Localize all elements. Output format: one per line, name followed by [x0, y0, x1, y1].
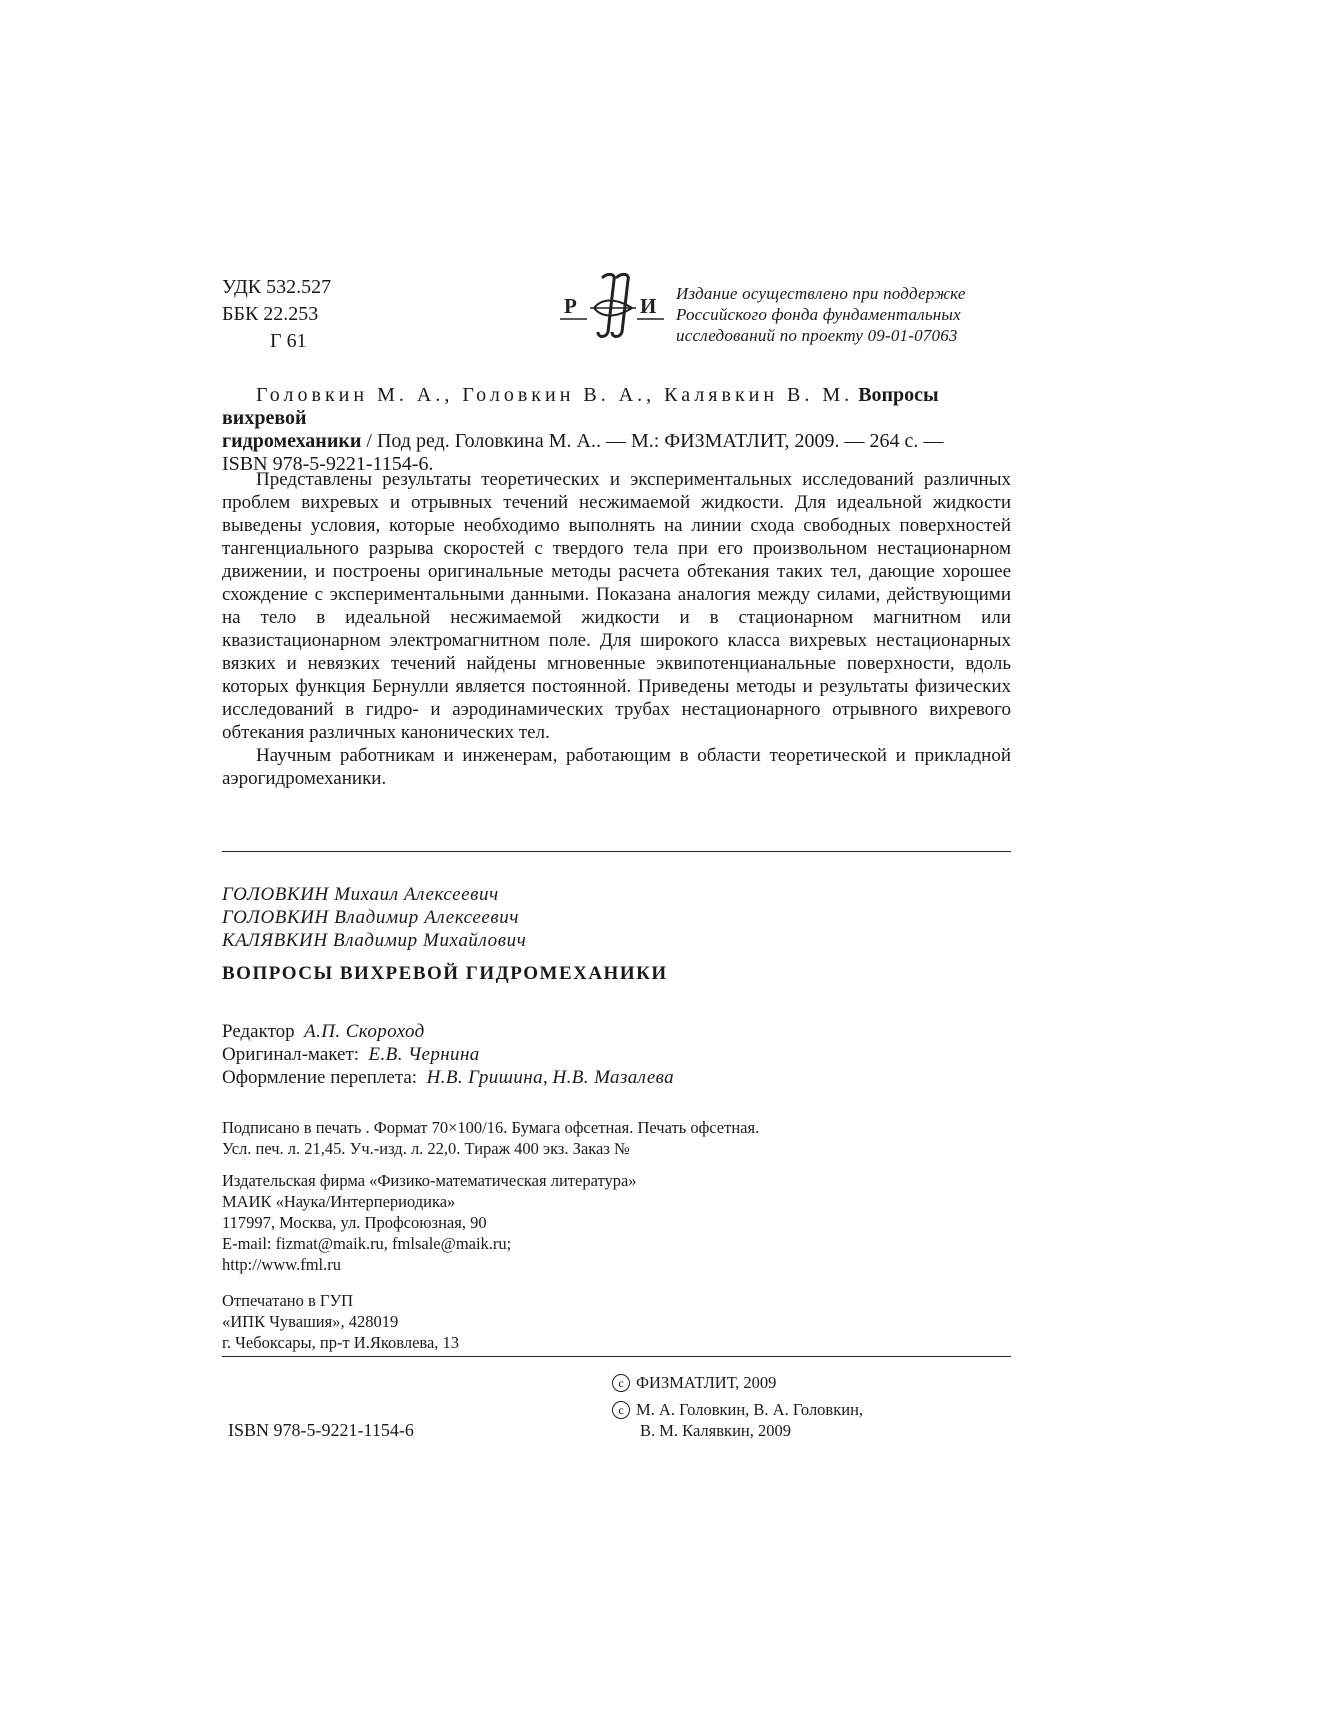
copyright-icon: c: [612, 1401, 630, 1419]
author-name: ГОЛОВКИН Владимир Алексеевич: [222, 907, 520, 928]
print-info: [222, 1117, 759, 1159]
layout-label: Оригинал-макет:: [222, 1044, 360, 1065]
copyright-line: М. А. Головкин, В. А. Головкин,: [636, 1400, 864, 1419]
abstract: [222, 468, 1011, 790]
cover-designer: Н.В. Гришина: [426, 1067, 544, 1088]
author-name: ГОЛОВКИН Михаил Алексеевич: [222, 884, 499, 905]
funding-note-line: Издание осуществлено при поддержке: [676, 284, 966, 303]
layout-name: Е.В. Чернина: [368, 1044, 480, 1065]
publisher-line: МАИК «Наука/Интерпериодика»: [222, 1192, 456, 1211]
cover-designer: Н.В. Мазалева: [552, 1067, 675, 1088]
cover-separator: ,: [543, 1067, 553, 1088]
abstract-paragraph: Представлены результаты теоретических и экспериментальных исследований различных проблем вихревых и отрывных течений несжимаемой жидкости. Для идеальной жидкости выведены условия, которые необходимо выполнять на линии схода свободных поверхностей тангенциального разрыва скоростей с твердого тела при его произвольном нестационарном движении, и построены оригинальные методы расчета обтекания таких тел, дающие хорошее схождение с экспериментальными данными. Показана аналогия между силами, действующими на тело в идеальной несжимаемой жидкости и в стационарном магнитном или квазистационарном электромагнитном поле. Для широкого класса вихревых нестационарных вязких и невязких течений найдены мгновенные эквипотенцианальные поверхности, вдоль которых функция Бернулли является постоянной. Приведены методы и результаты физических исследований в гидро- и аэродинамических трубах нестационарного отрывного вихревого обтекания различных канонических тел.: [222, 469, 1011, 743]
publisher-line: http://www.fml.ru: [222, 1255, 342, 1274]
audience-paragraph: Научным работникам и инженерам, работающим в области теоретической и прикладной аэрогидромеханики.: [222, 745, 1011, 789]
editor-name: А.П. Скороход: [304, 1021, 425, 1042]
udk-code: УДК 532.527: [222, 276, 332, 298]
publisher-info: [222, 1170, 637, 1275]
authors-list: [222, 883, 526, 952]
printer-line: «ИПК Чувашия», 428019: [222, 1312, 399, 1331]
biblio-isbn: ISBN 978-5-9221-1154-6.: [222, 453, 434, 475]
logo-left-letter: Р: [564, 294, 577, 318]
funding-note-line: исследований по проекту 09-01-07063: [676, 326, 958, 345]
logo-right-letter: И: [640, 294, 657, 318]
bbk-code: ББК 22.253: [222, 303, 319, 325]
print-info-line: Подписано в печать . Формат 70×100/16. Бумага офсетная. Печать офсетная.: [222, 1118, 760, 1137]
isbn: ISBN 978-5-9221-1154-6: [228, 1420, 414, 1440]
funding-note: [676, 283, 966, 346]
rffi-logo: [558, 270, 666, 340]
editor-label: Редактор: [222, 1021, 295, 1042]
cover-label: Оформление переплета:: [222, 1067, 418, 1088]
biblio-title-cont: гидромеханики: [222, 430, 362, 452]
copyright-icon: c: [612, 1374, 630, 1392]
printer-line: Отпечатано в ГУП: [222, 1291, 354, 1310]
biblio-authors: Головкин М. А., Головкин В. А., Калявкин В. М.: [256, 384, 854, 406]
author-name: КАЛЯВКИН Владимир Михайлович: [222, 930, 527, 951]
printer-line: г. Чебоксары, пр-т И.Яковлева, 13: [222, 1333, 460, 1352]
credits: [222, 1020, 674, 1089]
printer-info: [222, 1290, 459, 1353]
publisher-line: 117997, Москва, ул. Профсоюзная, 90: [222, 1213, 487, 1232]
copyright-line: ФИЗМАТЛИТ, 2009: [636, 1373, 777, 1392]
book-title: ВОПРОСЫ ВИХРЕВОЙ ГИДРОМЕХАНИКИ: [222, 963, 668, 984]
biblio-title: Вопросы вихревой: [222, 384, 939, 429]
biblio-details: / Под ред. Головкина М. А.. — М.: ФИЗМАТЛИТ, 2009. — 264 с. —: [366, 430, 944, 452]
bibliographic-record: [222, 384, 1011, 476]
divider: [222, 1356, 1011, 1357]
copyright-line: В. М. Калявкин, 2009: [640, 1421, 791, 1440]
author-mark: Г 61: [270, 330, 307, 352]
copyright-block: [612, 1372, 863, 1441]
publisher-line: E-mail: fizmat@maik.ru, fmlsale@maik.ru;: [222, 1234, 512, 1253]
divider: [222, 851, 1011, 852]
publisher-line: Издательская фирма «Физико-математическая литература»: [222, 1171, 637, 1190]
catalog-codes: [222, 274, 331, 355]
print-info-line: Усл. печ. л. 21,45. Уч.-изд. л. 22,0. Тираж 400 экз. Заказ №: [222, 1139, 630, 1158]
funding-note-line: Российского фонда фундаментальных: [676, 305, 961, 324]
